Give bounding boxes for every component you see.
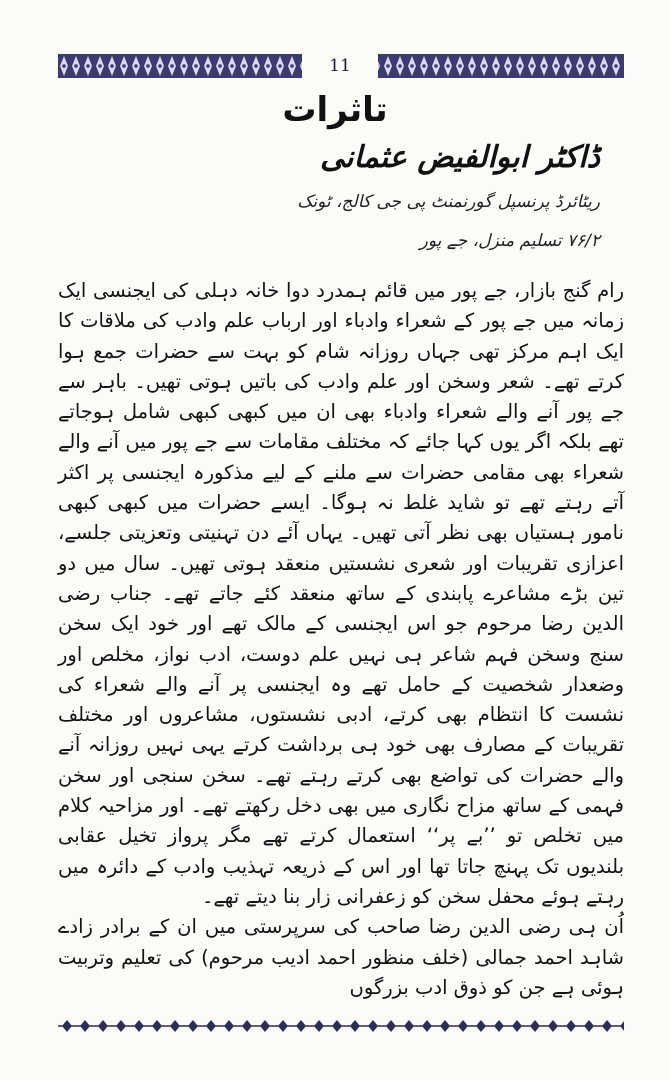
header-ornament bbox=[58, 54, 624, 78]
footer-divider bbox=[58, 1016, 624, 1036]
body-text bbox=[58, 276, 624, 1003]
author-designation: ریٹائرڈ پرنسپل گورنمنٹ پی جی کالج، ٹونک bbox=[297, 192, 600, 212]
author-name: ڈاکٹر ابوالفیض عثمانی bbox=[320, 140, 600, 175]
paragraph-2: اُن ہی رضی الدین رضا صاحب کی سرپرستی میں ان کے برادر زادے شاہد احمد جمالی (خلف منظور احمد ادیب مرحوم) کی تعلیم وتربیت ہوئی ہے جن کو ذوق ادب بزرگوں bbox=[58, 915, 624, 999]
footer-ornament bbox=[58, 1016, 624, 1036]
paragraph-1: رام گنج بازار، جے پور میں قائم ہمدرد دوا خانہ دہلی کی ایجنسی ایک زمانہ میں جے پور کے شعراء وادباء اور ارباب علم وادب کی ملاقات کا ایک اہم مرکز تھی جہاں روزانہ شام کو بہت سے حضرات جمع ہوا کرتے تھے۔ شعر وسخن اور علم وادب کی باتیں ہوتی تھیں۔ باہر سے جے پور آنے والے شعراء وادباء بھی ان میں کبھی کبھی شامل ہوجاتے تھے بلکہ اگر یوں کہا جائے کہ مختلف مقامات سے جے پور میں آنے والے شعراء بھی مقامی حضرات سے ملنے کے لیے مذکورہ ایجنسی پر اکثر آتے رہتے تھے تو شاید غلط نہ ہوگا۔ ایسے حضرات میں کبھی کبھی نامور ہستیاں بھی نظر آتی تھیں۔ یہاں آئے دن تہنیتی وتعزیتی جلسے، اعزازی تقریبات اور شعری نشستیں منعقد ہوتی تھیں۔ سال میں دو تین بڑے مشاعرے پابندی کے ساتھ منعقد کئے جاتے تھے۔ جناب رضی الدین رضا مرحوم جو اس ایجنسی کے مالک تھے اور خود ایک سخن سنج وسخن فہم شاعر ہی نہیں علم دوست، ادب نواز، مخلص اور وضعدار شخصیت کے حامل تھے وہ ایجنسی پر آنے والے شعراء کی نشست کا انتظام بھی کرتے، ادبی نشستوں، مشاعروں اور مختلف تقریبات کے مصارف بھی خود ہی برداشت کرتے یہی نہیں روزانہ آنے والے حضرات کی تواضع بھی کرتے رہتے تھے۔ سخن سنجی اور سخن فہمی کے ساتھ مزاح نگاری میں بھی دخل رکھتے تھے۔ اور مزاحیہ کلام میں تخلص تو ’’بے پر‘‘ استعمال کرتے تھے مگر پرواز تخیل عقابی بلندیوں تک پہنچ جاتا تھا اور اس کے ذریعہ تہذیب وادب کے دائرہ میں رہتے ہوئے محفل سخن کو زعفرانی زار بنا دیتے تھے۔ bbox=[58, 279, 624, 908]
page-number: 11 bbox=[302, 54, 378, 78]
author-address: ۷۶/۲ تسلیم منزل، جے پور bbox=[419, 231, 600, 251]
page-title: تاثرات bbox=[282, 90, 388, 130]
